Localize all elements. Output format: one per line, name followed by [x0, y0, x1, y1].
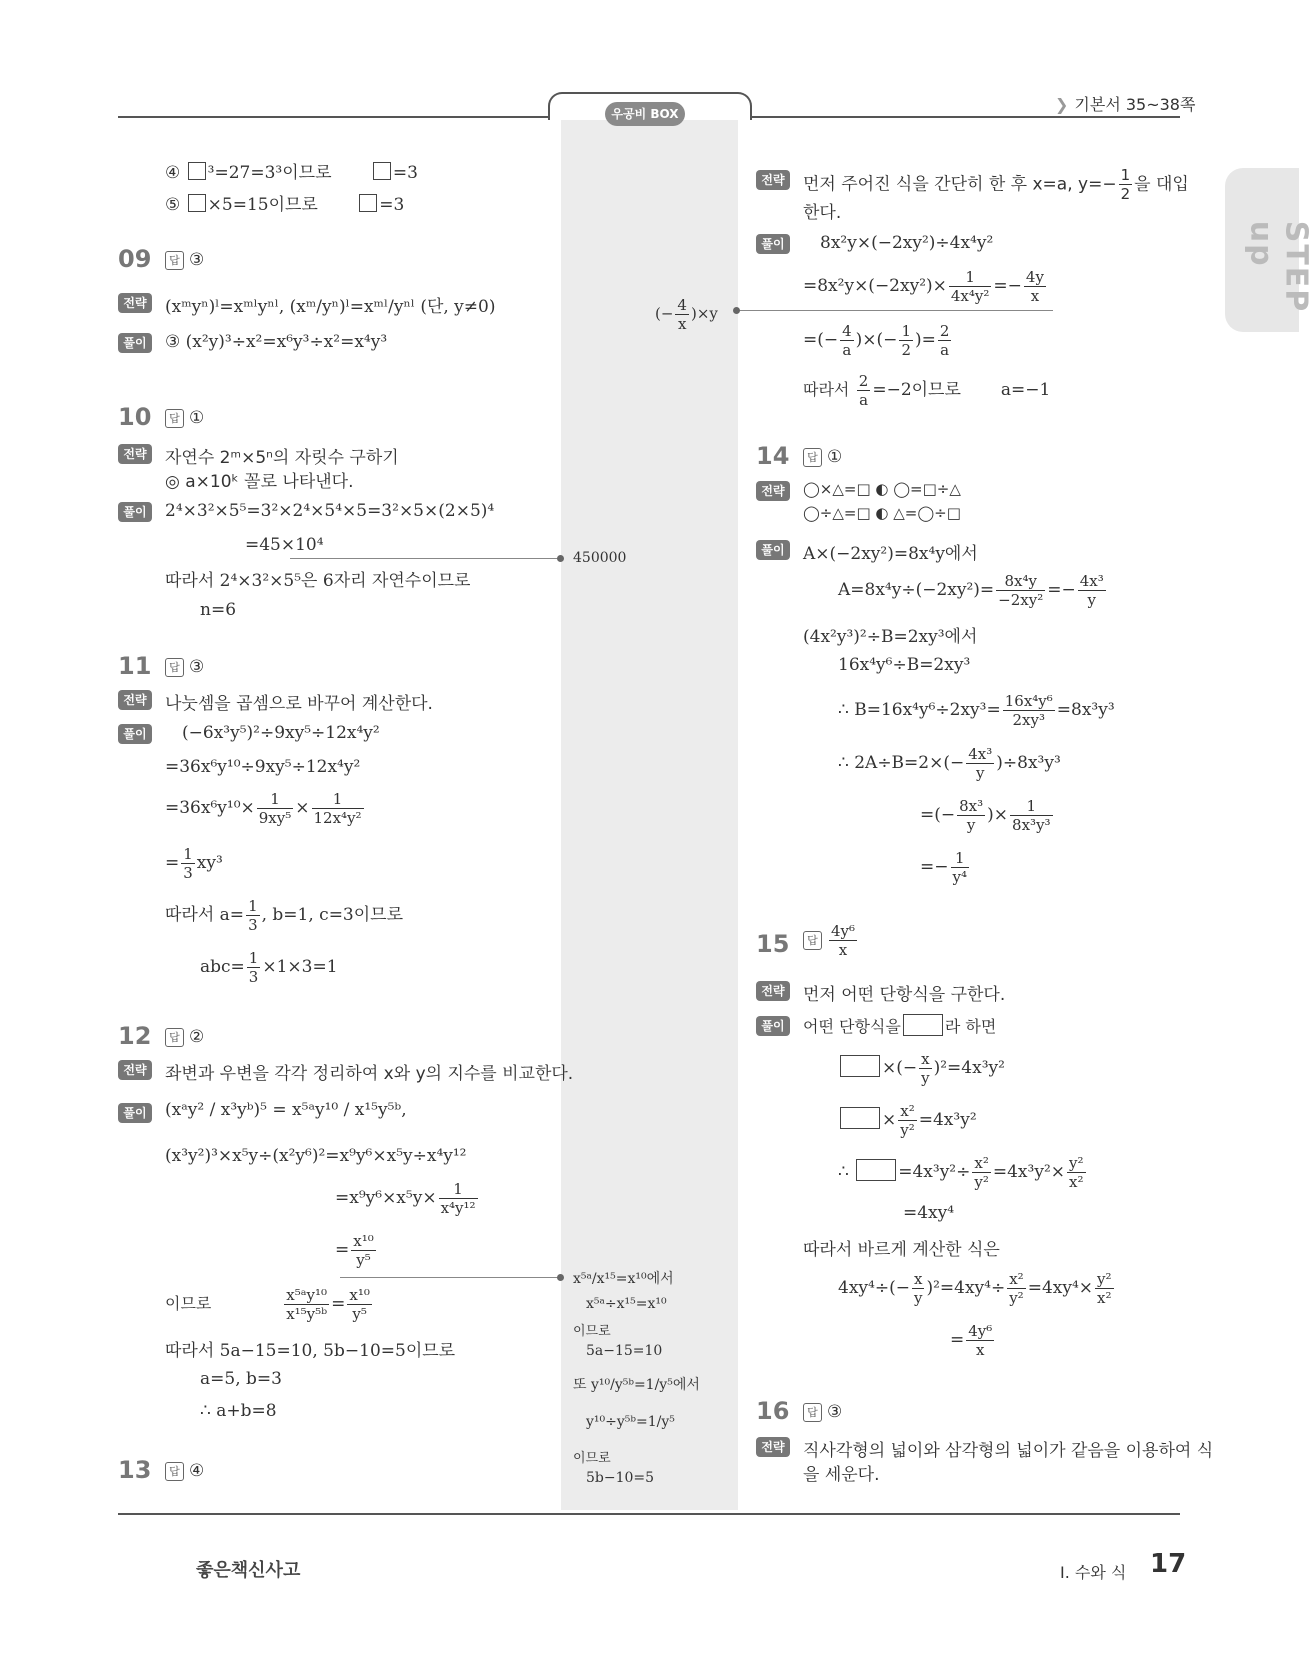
fraction: $\frac{1}{\text{y⁴}}$: [952, 849, 967, 886]
fraction: $\frac{2}{a}$: [858, 372, 869, 409]
answer-value: ①: [189, 408, 205, 428]
blank-box: [840, 1055, 880, 1077]
p12-strategy: 좌변과 우변을 각각 정리하여 x와 y의 지수를 비교한다.: [165, 1064, 574, 1084]
p11-sol-4: = $\frac{1}{3}$ xy³: [165, 845, 223, 882]
fraction: $\frac{4y}{x}$: [1025, 268, 1044, 305]
solution-tag: 풀이: [118, 333, 152, 353]
p15-sol-4: ∴ =4x³y²÷ $\frac{\text{x²}}{\text{y²}}$ =4x³y²× $\frac{\text{y²}}{\text{x²}}$: [838, 1154, 1084, 1191]
problem-number: 11: [118, 652, 152, 680]
reference-text: 기본서 35~38쪽: [1074, 95, 1196, 114]
fraction: $\frac{1}{3}$: [248, 949, 259, 986]
answer-value: ③: [827, 1402, 843, 1422]
fraction: $\frac{\text{16x⁴y⁶}}{\text{2xy³}}$: [1004, 692, 1053, 729]
p15-sol-1: 어떤 단항식을 라 하면: [803, 1014, 996, 1037]
answer-value: ③: [189, 250, 205, 270]
answer-value: ③: [189, 657, 205, 677]
fraction: $\frac{1}{\text{8x³y³}}$: [1012, 797, 1051, 834]
p14-sol-8: =− $\frac{1}{\text{y⁴}}$: [920, 849, 967, 886]
p12-side-4: 5a−15=10: [586, 1343, 663, 1359]
strategy-tag: 전략: [756, 170, 790, 190]
p14-strategy-2: ◯÷△=□ ◐ △=◯÷□: [803, 504, 961, 522]
fraction: $\frac{x}{y}$: [921, 1050, 930, 1087]
fraction: $\frac{\text{x²}}{\text{y²}}$: [900, 1102, 915, 1139]
answer: [165, 657, 204, 677]
p12-sol-3: =x⁹y⁶×x⁵y× $\frac{1}{\text{x⁴y¹²}}$: [335, 1180, 476, 1217]
solution-tag: 풀이: [118, 724, 152, 744]
answer: [165, 1027, 204, 1047]
fraction: $\frac{\text{x⁵ᵃy¹⁰}}{\text{x¹⁵y⁵ᵇ}}$: [286, 1286, 328, 1323]
p12-sol-2: (x³y²)³×x⁵y÷(x²y⁶)²=x⁹y⁶×x⁵y÷x⁴y¹²: [165, 1146, 467, 1166]
fraction: $\frac{\text{4y⁶}}{x}$: [831, 922, 856, 959]
p12-sol-7: a=5, b=3: [200, 1369, 282, 1389]
p12-side-6: y¹⁰÷y⁵ᵇ=1/y⁵: [586, 1414, 675, 1430]
problem-number: 16: [756, 1397, 790, 1425]
p11-sol-3: =36x⁶y¹⁰× $\frac{1}{\text{9xy⁵}}$ × $\frac{1}{\text{12x⁴y²}}$: [165, 790, 362, 827]
step-label: STEP up: [1243, 220, 1313, 314]
fraction: $\frac{\text{x²}}{\text{y²}}$: [1009, 1270, 1024, 1307]
p12-side-1: x⁵ᵃ/x¹⁵=x¹⁰에서: [573, 1271, 674, 1287]
solution-tag: 풀이: [118, 1103, 152, 1123]
answer-icon: 답: [165, 409, 184, 428]
p11-sol-6: abc= $\frac{1}{3}$ ×1×3=1: [200, 949, 338, 986]
p10-sol-4: n=6: [200, 600, 237, 620]
problem-number: 13: [118, 1456, 152, 1484]
strategy-tag: 전략: [118, 293, 152, 313]
p16-strategy-1: 직사각형의 넓이와 삼각형의 넓이가 같음을 이용하여 식: [803, 1441, 1214, 1461]
p08-line5-num: ⑤: [165, 195, 181, 215]
answer-value: ②: [189, 1027, 205, 1047]
p15-sol-8: = $\frac{\text{4y⁶}}{x}$: [950, 1322, 993, 1359]
connector-dot: [733, 307, 740, 314]
p12-sol-1: (xᵃy² / x³yᵇ)⁵ = x⁵ᵃy¹⁰ / x¹⁵y⁵ᵇ,: [165, 1100, 407, 1120]
answer-icon: 답: [165, 251, 184, 270]
fraction: $\frac{\text{x²}}{\text{y²}}$: [974, 1154, 989, 1191]
p09-solution: ③ (x²y)³÷x²=x⁶y³÷x²=x⁴y³: [165, 332, 388, 352]
p12-sol-4: = $\frac{\text{x¹⁰}}{\text{y⁵}}$: [335, 1232, 374, 1269]
p14-sol-7: =(− $\frac{\text{8x³}}{y}$ )× $\frac{1}{\text{8x³y³}}$: [920, 797, 1051, 834]
fraction: $\frac{1}{2}$: [901, 322, 911, 359]
problem-number: 09: [118, 245, 152, 273]
p12-sol-6: 따라서 5a−15=10, 5b−10=5이므로: [165, 1341, 456, 1361]
p11-sol-5: 따라서 a= $\frac{1}{3}$ , b=1, c=3이므로: [165, 897, 404, 934]
solution-tag: 풀이: [756, 540, 790, 560]
p15-strategy: 먼저 어떤 단항식을 구한다.: [803, 985, 1006, 1005]
fraction: $\frac{\text{y²}}{\text{x²}}$: [1097, 1270, 1112, 1307]
answer-value: ①: [827, 447, 843, 467]
p12-sol-8: ∴ a+b=8: [200, 1401, 277, 1421]
fraction: $\frac{\text{4y⁶}}{x}$: [968, 1322, 993, 1359]
p11-sol-1: (−6x³y⁵)²÷9xy⁵÷12x⁴y²: [182, 723, 380, 743]
answer: [165, 250, 204, 270]
fraction: $\frac{\text{x¹⁰}}{\text{y⁵}}$: [349, 1286, 370, 1323]
solution-tag: 풀이: [118, 502, 152, 522]
connector-line: [738, 310, 1053, 311]
header-rule-left: [118, 116, 548, 118]
p12-side-8: 5b−10=5: [586, 1470, 655, 1486]
fraction: $\frac{x}{y}$: [913, 1270, 923, 1307]
p13-strategy: 먼저 주어진 식을 간단히 한 후 x=a, y=− $\frac{1}{2}$ 을 대입: [803, 166, 1189, 203]
p13-sol-3: =(− $\frac{4}{a}$ )×(− $\frac{1}{2}$ )= $\frac{2}{a}$: [803, 322, 950, 359]
connector-line: [340, 1277, 562, 1278]
blank-box: [373, 162, 391, 180]
strategy-tag: 전략: [118, 690, 152, 710]
fraction: $\frac{4}{x}$: [677, 296, 687, 333]
blank-box: [188, 162, 206, 180]
problem-number: 10: [118, 403, 152, 431]
blank-box: [903, 1014, 943, 1036]
blank-box: [840, 1107, 880, 1129]
p14-sol-2: A=8x⁴y÷(−2xy²)= $\frac{\text{8x⁴y}}{\text{−2xy²}}$ =− $\frac{\text{4x³}}{y}$: [838, 572, 1104, 609]
answer: [165, 408, 204, 428]
p15-sol-3: × $\frac{\text{x²}}{\text{y²}}$ =4x³y²: [838, 1102, 977, 1139]
p08-line-4: [165, 158, 418, 183]
footer-rule: [118, 1513, 1180, 1515]
strategy-tag: 전략: [756, 981, 790, 1001]
p08-line5-text: ×5=15이므로: [207, 195, 318, 215]
p14-strategy-1: ◯×△=□ ◐ ◯=□÷△: [803, 480, 961, 498]
solution-tag: 풀이: [756, 1016, 790, 1036]
p16-strategy-2: 을 세운다.: [803, 1465, 880, 1485]
p13-side-note: (− $\frac{4}{x}$ )×y: [655, 296, 718, 333]
fraction: $\frac{1}{\text{9xy⁵}}$: [258, 790, 292, 827]
answer-icon: 답: [803, 448, 822, 467]
fraction: $\frac{2}{a}$: [939, 322, 950, 359]
p14-sol-6: ∴ 2A÷B=2×(− $\frac{\text{4x³}}{y}$ )÷8x³y³: [838, 745, 1061, 782]
fraction: $\frac{1}{3}$: [183, 845, 193, 882]
p12-side-5: 또 y¹⁰/y⁵ᵇ=1/y⁵에서: [573, 1377, 700, 1393]
solution-tag: 풀이: [756, 234, 790, 254]
p11-strategy: 나눗셈을 곱셈으로 바꾸어 계산한다.: [165, 694, 433, 714]
p11-sol-2: =36x⁶y¹⁰÷9xy⁵÷12x⁴y²: [165, 757, 361, 777]
p13-sol-2: =8x²y×(−2xy²)× $\frac{1}{\text{4x⁴y²}}$ =− $\frac{4y}{x}$: [803, 268, 1044, 305]
answer: [165, 1461, 204, 1481]
answer: [803, 447, 842, 467]
connector-dot: [557, 555, 564, 562]
answer-icon: 답: [165, 1028, 184, 1047]
strategy-tag: 전략: [756, 1437, 790, 1457]
p14-sol-4: 16x⁴y⁶÷B=2xy³: [838, 655, 971, 675]
strategy-tag: 전략: [118, 1060, 152, 1080]
p12-side-7: 이므로: [573, 1451, 611, 1466]
answer-icon: 답: [803, 1403, 822, 1422]
p10-sol-2: =45×10⁴: [245, 535, 324, 555]
p10-sol-1: 2⁴×3²×5⁵=3²×2⁴×5⁴×5=3²×5×(2×5)⁴: [165, 501, 495, 521]
fraction: $\frac{\text{4x³}}{y}$: [1079, 572, 1104, 609]
p14-sol-1: A×(−2xy²)=8x⁴y에서: [803, 544, 978, 564]
p12-side-2: x⁵ᵃ÷x¹⁵=x¹⁰: [586, 1296, 667, 1312]
page-number: 17: [1150, 1549, 1187, 1579]
p14-sol-5: ∴ B=16x⁴y⁶÷2xy³= $\frac{\text{16x⁴y⁶}}{\text{2xy³}}$ =8x³y³: [838, 692, 1115, 729]
answer-icon: 답: [165, 1462, 184, 1481]
blank-box: [856, 1159, 896, 1181]
p12-side-3: 이므로: [573, 1324, 611, 1339]
fraction: $\frac{4}{a}$: [842, 322, 852, 359]
fraction: $\frac{\text{y²}}{\text{x²}}$: [1069, 1154, 1084, 1191]
answer: [803, 922, 859, 959]
fraction: $\frac{1}{\text{x⁴y¹²}}$: [440, 1180, 476, 1217]
strategy-tag: 전략: [118, 444, 152, 464]
problem-number: 14: [756, 442, 790, 470]
p15-sol-2: ×(− $\frac{x}{y}$ )²=4x³y²: [838, 1050, 1005, 1087]
p10-sol-3: 따라서 2⁴×3²×5⁵은 6자리 자연수이므로: [165, 571, 471, 591]
fraction: $\frac{\text{x¹⁰}}{\text{y⁵}}$: [353, 1232, 374, 1269]
p08-line4-text: ³=27=3³이므로: [207, 163, 332, 183]
p13-strategy-cont: 한다.: [803, 203, 842, 223]
blank-box: [359, 194, 377, 212]
p13-sol-4: 따라서 $\frac{2}{a}$ =−2이므로 a=−1: [803, 372, 1051, 409]
header-rule-right: [748, 116, 1180, 118]
p08-line4-num: ④: [165, 163, 181, 183]
p13-sol-1: 8x²y×(−2xy²)÷4x⁴y²: [820, 233, 994, 253]
answer-icon: 답: [803, 931, 822, 950]
side-box-label: 우공비 BOX: [605, 102, 685, 126]
connector-line: [290, 558, 562, 559]
p09-strategy: (xᵐyⁿ)ˡ=xᵐˡyⁿˡ, (xᵐ/yⁿ)ˡ=xᵐˡ/yⁿˡ (단, y≠0): [165, 297, 496, 317]
connector-dot: [557, 1274, 564, 1281]
p12-sol-5: 이므로 $\frac{\text{x⁵ᵃy¹⁰}}{\text{x¹⁵y⁵ᵇ}}$ = $\frac{\text{x¹⁰}}{\text{y⁵}}$: [165, 1286, 370, 1323]
p10-strategy-1: 자연수 2ᵐ×5ⁿ의 자릿수 구하기: [165, 448, 399, 468]
fraction: $\frac{\text{8x³}}{y}$: [959, 797, 984, 834]
strategy-tag: 전략: [756, 481, 790, 501]
p10-side-note: 450000: [573, 550, 627, 566]
problem-number: 15: [756, 930, 790, 958]
p08-line5-result: =3: [379, 195, 405, 215]
p15-sol-7: 4xy⁴÷(− $\frac{x}{y}$ )²=4xy⁴÷ $\frac{\text{x²}}{\text{y²}}$ =4xy⁴× $\frac{\text{y²}}{\text{x²}}$: [838, 1270, 1112, 1307]
fraction: $\frac{1}{3}$: [248, 897, 258, 934]
p15-sol-6: 따라서 바르게 계산한 식은: [803, 1240, 1000, 1260]
chevron-right-icon: ❯: [1055, 95, 1069, 114]
problem-number: 12: [118, 1022, 152, 1050]
p14-sol-3: (4x²y³)²÷B=2xy³에서: [803, 627, 978, 647]
fraction: $\frac{1}{\text{4x⁴y²}}$: [950, 268, 990, 305]
textbook-reference: [1055, 92, 1195, 115]
blank-box: [188, 194, 206, 212]
fraction: $\frac{1}{2}$: [1120, 166, 1131, 203]
chapter-label: I. 수와 식: [1060, 1563, 1127, 1582]
fraction: $\frac{\text{4x³}}{y}$: [968, 745, 993, 782]
fraction: $\frac{\text{8x⁴y}}{\text{−2xy²}}$: [998, 572, 1044, 609]
p10-strategy-2: ◎ a×10ᵏ 꼴로 나타낸다.: [165, 472, 354, 492]
answer: [803, 1402, 842, 1422]
publisher-logo: 좋은책신사고: [196, 1560, 301, 1581]
p15-sol-5: =4xy⁴: [903, 1203, 955, 1223]
fraction: $\frac{1}{\text{12x⁴y²}}$: [313, 790, 362, 827]
p08-line-5: [165, 190, 404, 215]
answer-value: ④: [189, 1461, 205, 1481]
p08-line4-result: =3: [392, 163, 418, 183]
answer-icon: 답: [165, 658, 184, 677]
